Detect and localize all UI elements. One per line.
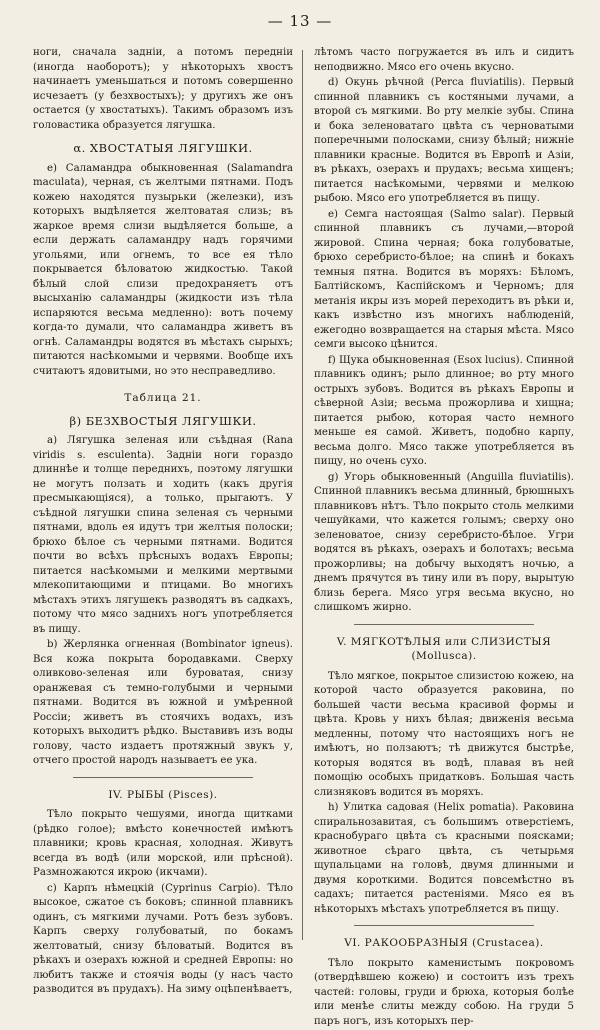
paragraph-mollusca: Тѣло мягкое, покрытое слизистою кожею, на которой часто образуется раковина, по большей части весьма красивой формы и цвѣта. Кровь у нихъ бѣлая; движенія весьма медленны, потому что настоящихъ ногъ не имѣютъ, но ползаютъ; тѣ движутся быстрѣе, которыя водятся въ водѣ, плавая въ ней помощію особыхъ придатковъ. Большая часть слизняковъ водится въ моряхъ. bbox=[314, 670, 574, 798]
section-rule bbox=[354, 925, 534, 926]
column-divider bbox=[302, 50, 303, 940]
section-heading-mollusca: V. МЯГКОТѢЛЫЯ или СЛИЗИСТЫЯ (Mollusca). bbox=[336, 635, 552, 662]
section-heading-crustacea: VI. РАКООБРАЗНЫЯ (Crustacea). bbox=[344, 937, 544, 949]
right-column bbox=[314, 46, 574, 1030]
paragraph-fish: Тѣло покрыто чешуями, иногда щитками (рѣдко голое); вмѣсто конечностей имѣютъ плавники; кровь красная, холодная. Живутъ всегда въ водѣ (или морской, или прѣсной). Размножаются икрою (икчами). bbox=[33, 809, 293, 878]
section-heading-tailed-frogs: α. ХВОСТАТЫЯ ЛЯГУШКИ. bbox=[73, 141, 253, 155]
paragraph-snail: h) Улитка садовая (Helix pomatia). Раковина спиральнозавитая, съ большимъ отверстіемъ, краснобураго цвѣта съ красными поясками; животное сѣраго цвѣта, съ четырьмя щупальцами на головѣ, двумя длинными и двумя короткими. Водится повсемѣстно въ садахъ; питается растеніями. Мясо ея въ нѣкоторыхъ мѣстахъ употребляется въ пищу. bbox=[314, 802, 574, 915]
paragraph-crustacea: Тѣло покрыто каменистымъ покровомъ (отвердѣвшею кожею) и состоитъ изъ трехъ частей: головы, груди и брюха, которыя болѣе или менѣе слиты между собою. На груди 5 паръ ногъ, изъ которыхъ пер- bbox=[314, 957, 574, 1027]
section-heading-fish: IV. РЫБЫ (Pisces). bbox=[108, 788, 218, 801]
section-rule bbox=[354, 624, 534, 625]
section-heading-tailless-frogs: β) БЕЗХВОСТЫЯ ЛЯГУШКИ. bbox=[69, 413, 257, 428]
plate-label: Таблица 21. bbox=[124, 392, 202, 404]
paragraph-pike: f) Щука обыкновенная (Esox lucius). Спинной плавникъ одинъ; рыло длинное; во рту много острыхъ зубовъ. Водится въ рѣкахъ Европы и сѣверной Азіи; весьма прожорлива и хищна; питается рыбою, которая часто немного меньше ея самой. Живетъ, подобно карпу, весьма долго. Мясо также употребляется въ пищу, но очень сухо. bbox=[314, 354, 574, 467]
paragraph-eel: g) Угорь обыкновенный (Anguilla fluviatilis). Спинной плавникъ весьма длинный, брюшныхъ плавниковъ нѣтъ. Тѣло покрыто столь мелкими чешуйками, что кажется голымъ; сверху оно зеленоватое, снизу серебристо-бѣлое. Угри водятся въ рѣкахъ, озерахъ и болотахъ; весьма прожорливы; на добычу выходятъ ночью, а днемъ прячутся въ тину или въ пору, вырытую близь берега. Мясо угря весьма вкусно, но слишкомъ жирно. bbox=[314, 471, 574, 613]
paragraph-toad: b) Жерлянка огненная (Bombinator igneus). Вся кожа покрыта бородавками. Сверху оливково-зеленая или буроватая, снизу оранжевая съ темно-голубыми и черными пятнами. Водится въ южной и умѣренной Россіи; живетъ въ стоячихъ водахъ, изъ которыхъ выходитъ рѣдко. Выставивъ изъ воды голову, часто издаетъ протяжный звукъ у, отчего простой народъ называетъ ее ука. bbox=[33, 639, 293, 766]
paragraph: ноги, сначала задніи, а потомъ передніи (иногда наоборотъ); у нѣкоторыхъ хвостъ начинаетъ уменьшаться и потомъ совершенно исчезаетъ (у безхвостыхъ); у другихъ же онъ остается (у хвостатыхъ). Такимъ образомъ изъ головастика образуется лягушка. bbox=[33, 47, 293, 131]
section-rule bbox=[73, 777, 253, 778]
left-column bbox=[33, 46, 293, 999]
paragraph-perch: d) Окунь рѣчной (Perca fluviatilis). Первый спинной плавникъ съ костяными лучами, а второй съ мягкими. Во рту мелкіе зубы. Спина и бока зеленоватаго цвѣта съ черноватыми поперечными полосками, снизу бѣлый; нижніе плавники красные. Водится въ Европѣ и Азіи, въ рѣкахъ, озерахъ и прудахъ; весьма хищенъ; питается насѣкомыми, червями и мелкою рыбою. Мясо его употребляется въ пищу. bbox=[314, 77, 574, 204]
paragraph-frog: а) Лягушка зеленая или съѣдная (Rana viridis s. esculenta). Задніи ноги гораздо длиннѣе и толще переднихъ, поэтому лягушки не могутъ ползать и ходить (какъ другія пресмыкающіяся), а только, прыгаютъ. У съѣдной лягушки спина зеленая съ черными пятнами, вдоль ея идутъ три желтыя полоски; брюхо бѣлое съ черными пятнами. Водится почти во всѣхъ прѣсныхъ водахъ Европы; питается насѣкомыми и мелкими мертвыми млекопитающими и птицами. Во многихъ мѣстахъ этихъ лягушекъ разводятъ въ садкахъ, потому что мясо заднихъ ногъ употребляется въ пищу. bbox=[33, 435, 293, 635]
paragraph-carp: с) Карпъ нѣмецкій (Cyprinus Carpio). Тѣло высокое, сжатое съ боковъ; спинной плавникъ одинъ, съ мягкими лучами. Ротъ безъ зубовъ. Карпъ сверху голубоватый, по бокамъ желтоватый, снизу бѣловатый. Водится въ рѣкахъ и озерахъ южной и средней Европы: но любитъ также и стоячія воды (у насъ часто разводится въ прудахъ). На зиму оцѣпенѣваетъ, bbox=[33, 882, 293, 995]
paragraph-salamander: е) Саламандра обыкновенная (Salamandra maculata), черная, съ желтыми пятнами. Подъ кожею находятся пузырьки (железки), изъ которыхъ выдѣляется желтоватая слизь; въ жаркое время слизи выдѣляется больше, а если держать саламандру надъ горячими угольями, или огнемъ, то все ея тѣло покрывается бѣловатою жидкостью. Такой бѣлый слой слизи предохраняетъ отъ высыханію саламандры (жидкости изъ тѣла испаряются весьма медленно): вотъ почему когда-то думали, что саламандра живетъ въ огнѣ. Саламандры водятся въ мѣстахъ сырыхъ; питаются насѣкомыми и червями. Вообще ихъ считаютъ ядовитыми, но это несправедливо. bbox=[33, 162, 293, 377]
paragraph-salmon: е) Семга настоящая (Salmo salar). Первый спинной плавникъ съ лучами,—второй жировой. Спина черная; бока голубоватые, брюхо серебристо-бѣлое; на спинѣ и бокахъ темныя пятна. Водится въ моряхъ: Бѣломъ, Балтійскомъ, Каспійскомъ и Черномъ; для метанія икры изъ морей переходитъ въ рѣки и, какъ извѣстно изъ многихъ наблюденій, ежегодно возвращается на старыя мѣста. Мясо семги высоко цѣнится. bbox=[314, 208, 574, 350]
page-number: — 13 — bbox=[267, 12, 333, 30]
paragraph: лѣтомъ часто погружается въ илъ и сидитъ неподвижно. Мясо его очень вкусно. bbox=[314, 47, 574, 73]
